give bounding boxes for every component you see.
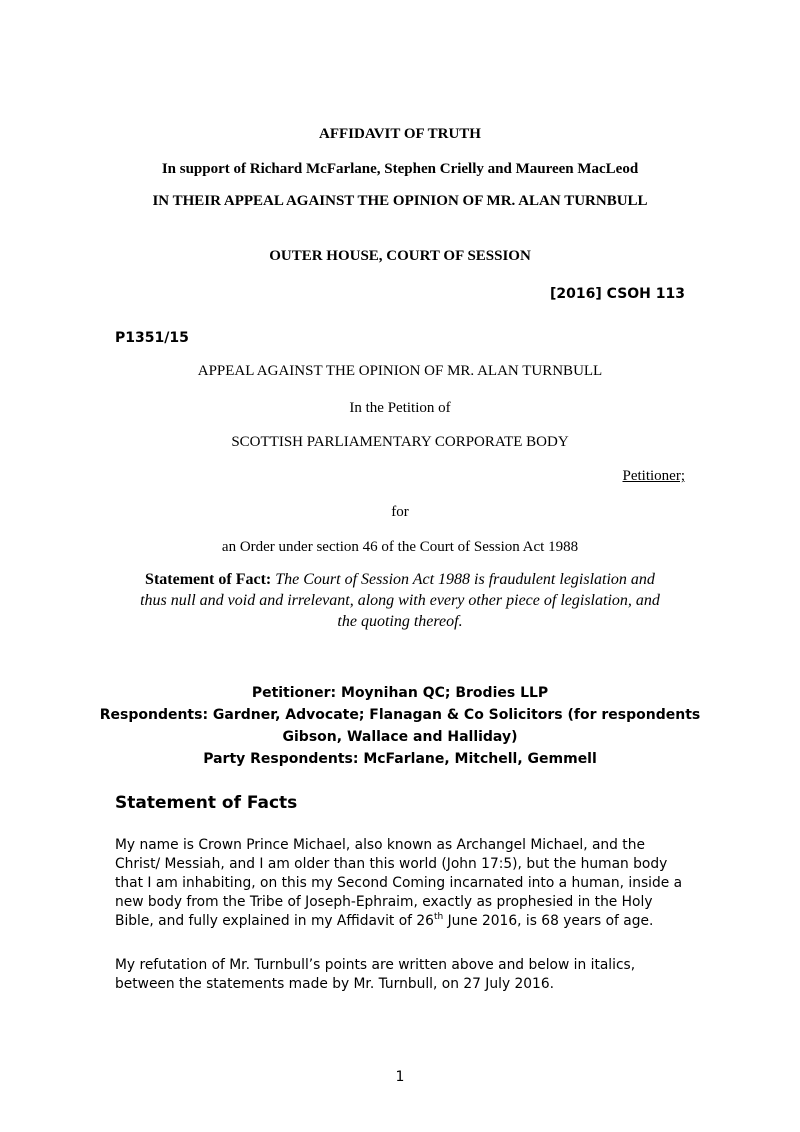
paragraph-2-line-2: between the statements made by Mr. Turnbull, on 27 July 2016.: [115, 976, 554, 992]
petitioner-body: SCOTTISH PARLIAMENTARY CORPORATE BODY: [231, 434, 569, 450]
case-number: P1351/15: [115, 330, 189, 346]
paragraph-1-line-5: [115, 912, 695, 931]
petitioner-parties: Petitioner: Moynihan QC; Brodies LLP: [251, 685, 549, 701]
for-text: for: [391, 504, 409, 520]
paragraph-1-line-2: Christ/ Messiah, and I am older than this world (John 17:5), but the human body: [115, 856, 668, 872]
petitioner-label: Petitioner;: [622, 468, 685, 484]
paragraph-1-line-5-end: June 2016, is 68 years of age.: [443, 913, 654, 929]
paragraph-1-line-4: new body from the Tribe of Joseph-Ephraim, exactly as prophesied in the Holy: [115, 894, 653, 910]
court-name: OUTER HOUSE, COURT OF SESSION: [269, 248, 531, 264]
respondents-line-1: Respondents: Gardner, Advocate; Flanagan & Co Solicitors (for respondents: [99, 707, 701, 723]
support-line: In support of Richard McFarlane, Stephen Crielly and Maureen MacLeod: [161, 161, 639, 177]
in-petition-of: In the Petition of: [349, 400, 451, 416]
order-line: an Order under section 46 of the Court of Session Act 1988: [221, 539, 579, 555]
paragraph-2-line-1: My refutation of Mr. Turnbull’s points are written above and below in italics,: [115, 957, 636, 973]
page-number: 1: [395, 1069, 405, 1085]
paragraph-1-line-5-start: Bible, and fully explained in my Affidavit of 26: [115, 913, 434, 929]
party-respondents: Party Respondents: McFarlane, Mitchell, Gemmell: [203, 751, 597, 767]
paragraph-1-line-3: that I am inhabiting, on this my Second Coming incarnated into a human, inside a: [115, 875, 683, 891]
document-title: AFFIDAVIT OF TRUTH: [319, 126, 481, 142]
statement-of-fact-label: Statement of Fact:: [145, 571, 272, 588]
paragraph-1-line-1: My name is Crown Prince Michael, also known as Archangel Michael, and the: [115, 837, 645, 853]
statement-paragraph-2: [115, 956, 695, 994]
statement-of-facts-heading: Statement of Facts: [115, 793, 298, 813]
respondents-line-2: Gibson, Wallace and Halliday): [282, 729, 518, 745]
statement-paragraph-1: [115, 836, 695, 931]
ordinal-suffix: th: [433, 912, 444, 922]
statement-of-fact-line-3: the quoting thereof.: [337, 613, 463, 630]
statement-of-fact-line-2: thus null and void and irrelevant, along with every other piece of legislation, and: [140, 592, 660, 609]
appeal-heading: APPEAL AGAINST THE OPINION OF MR. ALAN TURNBULL: [197, 363, 603, 379]
appeal-line: IN THEIR APPEAL AGAINST THE OPINION OF MR. ALAN TURNBULL: [152, 193, 648, 209]
case-citation: [2016] CSOH 113: [550, 286, 685, 302]
statement-of-fact-text-1: The Court of Session Act 1988 is fraudulent legislation and: [271, 571, 655, 588]
statement-of-fact-line-1: [0, 571, 800, 589]
